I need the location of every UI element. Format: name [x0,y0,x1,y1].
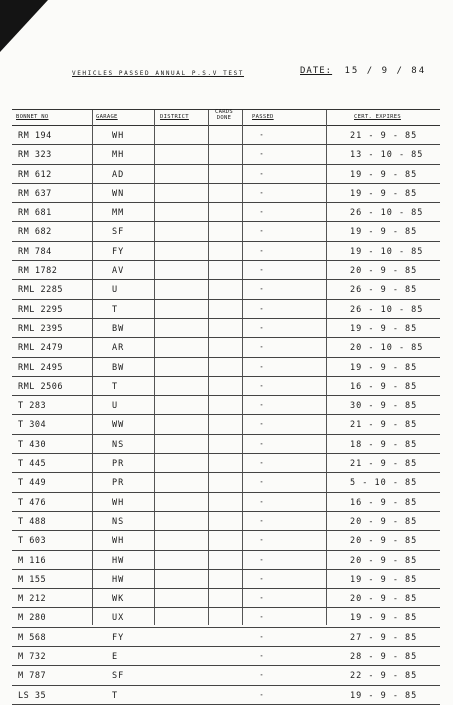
table-row [12,126,440,145]
bonnet-no-cell: M 155 [18,574,47,585]
cert-expires-cell: 30 - 9 - 85 [350,401,418,412]
garage-cell: NS [112,516,125,527]
bonnet-no-cell: LS 35 [18,690,47,701]
cert-expires-cell: 19 - 9 - 85 [350,323,418,334]
document-title: VEHICLES PASSED ANNUAL P.S.V TEST [72,70,245,77]
passed-cell: " [260,693,264,700]
bonnet-no-cell: RML 2295 [18,304,63,315]
passed-cell: " [260,597,264,604]
garage-cell: WW [112,420,125,431]
cert-expires-cell: 19 - 10 - 85 [350,246,424,257]
passed-cell: " [260,481,264,488]
scan-corner-shadow [0,0,48,52]
table-row [12,377,440,396]
cert-expires-cell: 19 - 9 - 85 [350,362,418,373]
passed-cell: " [260,249,264,256]
bonnet-no-cell: RML 2395 [18,323,63,334]
passed-cell: " [260,230,264,237]
bonnet-no-cell: RML 2495 [18,362,63,373]
table-row [12,145,440,164]
table-row [12,512,440,531]
garage-cell: T [112,304,119,315]
date-value: 15 / 9 / 84 [344,66,427,76]
date-label: DATE: [300,66,333,76]
table-row [12,628,440,647]
table-row [12,666,440,685]
header-cards-done: CARDS DONE [214,109,234,121]
passed-cell: " [260,211,264,218]
passed-cell: " [260,462,264,469]
cert-expires-cell: 21 - 9 - 85 [350,131,418,141]
garage-cell: WH [112,536,125,547]
bonnet-no-cell: RML 2285 [18,285,63,296]
cert-expires-cell: 19 - 9 - 85 [350,169,418,180]
bonnet-no-cell: M 116 [18,555,47,566]
bonnet-no-cell: RM 1782 [18,266,58,277]
bonnet-no-cell: RML 2479 [18,343,63,354]
garage-cell: SF [112,227,125,238]
cert-expires-cell: 18 - 9 - 85 [350,439,418,450]
cert-expires-cell: 22 - 9 - 85 [350,671,418,682]
bonnet-no-cell: T 449 [18,478,47,489]
header-cert-expires: CERT. EXPIRES [354,114,401,120]
passed-cell: " [260,674,264,681]
table-row [12,435,440,454]
passed-cell: " [260,442,264,449]
garage-cell: WK [112,594,125,605]
table-row [12,589,440,608]
passed-cell: " [260,307,264,314]
bonnet-no-cell: RM 194 [18,131,52,141]
table-row [12,165,440,184]
passed-cell: " [260,616,264,623]
garage-cell: WH [112,497,125,508]
passed-cell: " [260,269,264,276]
cert-expires-cell: 26 - 10 - 85 [350,304,424,315]
garage-cell: U [112,401,119,412]
bonnet-no-cell: T 445 [18,459,47,470]
bonnet-no-cell: T 430 [18,439,47,450]
table-row [12,415,440,434]
header-passed: PASSED [252,114,274,120]
cert-expires-cell: 20 - 9 - 85 [350,555,418,566]
passed-cell: " [260,519,264,526]
bonnet-no-cell: T 283 [18,401,47,412]
table-row [12,608,440,627]
bonnet-no-cell: RM 323 [18,150,52,161]
table-row [12,222,440,241]
cert-expires-cell: 28 - 9 - 85 [350,652,418,663]
bonnet-no-cell: RM 682 [18,227,52,238]
document-date [300,66,426,76]
bonnet-no-cell: M 568 [18,632,47,643]
garage-cell: PR [112,459,125,470]
passed-cell: " [260,172,264,179]
garage-cell: U [112,285,119,296]
cert-expires-cell: 27 - 9 - 85 [350,632,418,643]
table-row [12,473,440,492]
passed-cell: " [260,404,264,411]
garage-cell: AD [112,169,125,180]
garage-cell: T [112,690,119,701]
cert-expires-cell: 13 - 10 - 85 [350,150,424,161]
passed-cell: " [260,577,264,584]
passed-cell: " [260,423,264,430]
passed-cell: " [260,635,264,642]
cert-expires-cell: 26 - 9 - 85 [350,285,418,296]
cert-expires-cell: 16 - 9 - 85 [350,381,418,392]
table-row [12,531,440,550]
table-row [12,319,440,338]
passed-cell: " [260,134,264,140]
bonnet-no-cell: M 787 [18,671,47,682]
cert-expires-cell: 20 - 10 - 85 [350,343,424,354]
garage-cell: MH [112,150,125,161]
bonnet-no-cell: M 212 [18,594,47,605]
garage-cell: HW [112,555,125,566]
passed-cell: " [260,500,264,507]
garage-cell: WH [112,131,125,141]
bonnet-no-cell: RM 681 [18,208,52,219]
table-row [12,493,440,512]
table-row [12,184,440,203]
table-row [12,338,440,357]
cert-expires-cell: 20 - 9 - 85 [350,266,418,277]
bonnet-no-cell: T 488 [18,516,47,527]
garage-cell: FY [112,246,125,257]
garage-cell: PR [112,478,125,489]
table-row [12,570,440,589]
bonnet-no-cell: M 280 [18,613,47,624]
cert-expires-cell: 19 - 9 - 85 [350,690,418,701]
cert-expires-cell: 5 - 10 - 85 [350,478,418,489]
garage-cell: SF [112,671,125,682]
table-row [12,358,440,377]
passed-cell: " [260,365,264,372]
table-row [12,647,440,666]
table-row [12,551,440,570]
cert-expires-cell: 21 - 9 - 85 [350,459,418,470]
bonnet-no-cell: T 304 [18,420,47,431]
bonnet-no-cell: RM 637 [18,188,52,199]
header-district: DISTRICT [160,114,189,120]
garage-cell: T [112,381,119,392]
passed-cell: " [260,655,264,662]
header-bonnet-no: BONNET NO [16,114,49,120]
passed-cell: " [260,539,264,546]
garage-cell: WN [112,188,125,199]
table-row [12,300,440,319]
bonnet-no-cell: T 476 [18,497,47,508]
cert-expires-cell: 19 - 9 - 85 [350,227,418,238]
table-row [12,203,440,222]
cert-expires-cell: 19 - 9 - 85 [350,613,418,624]
bonnet-no-cell: RML 2506 [18,381,63,392]
bonnet-no-cell: RM 784 [18,246,52,257]
garage-cell: NS [112,439,125,450]
garage-cell: BW [112,323,125,334]
table-row [12,686,440,705]
cert-expires-cell: 16 - 9 - 85 [350,497,418,508]
cert-expires-cell: 19 - 9 - 85 [350,188,418,199]
vehicle-table [12,126,440,705]
header-garage: GARAGE [96,114,118,120]
table-row [12,261,440,280]
cert-expires-cell: 20 - 9 - 85 [350,536,418,547]
bonnet-no-cell: RM 612 [18,169,52,180]
cert-expires-cell: 21 - 9 - 85 [350,420,418,431]
garage-cell: UX [112,613,125,624]
garage-cell: E [112,652,119,663]
cert-expires-cell: 20 - 9 - 85 [350,594,418,605]
bonnet-no-cell: T 603 [18,536,47,547]
garage-cell: BW [112,362,125,373]
cert-expires-cell: 20 - 9 - 85 [350,516,418,527]
passed-cell: " [260,346,264,353]
cert-expires-cell: 19 - 9 - 85 [350,574,418,585]
garage-cell: AV [112,266,125,277]
passed-cell: " [260,558,264,565]
garage-cell: MM [112,208,125,219]
bonnet-no-cell: M 732 [18,652,47,663]
cert-expires-cell: 26 - 10 - 85 [350,208,424,219]
table-row [12,454,440,473]
table-row [12,242,440,261]
garage-cell: HW [112,574,125,585]
passed-cell: " [260,384,264,391]
table-row [12,396,440,415]
garage-cell: AR [112,343,125,354]
passed-cell: " [260,326,264,333]
passed-cell: " [260,191,264,198]
passed-cell: " [260,153,264,160]
table-row [12,280,440,299]
passed-cell: " [260,288,264,295]
garage-cell: FY [112,632,125,643]
